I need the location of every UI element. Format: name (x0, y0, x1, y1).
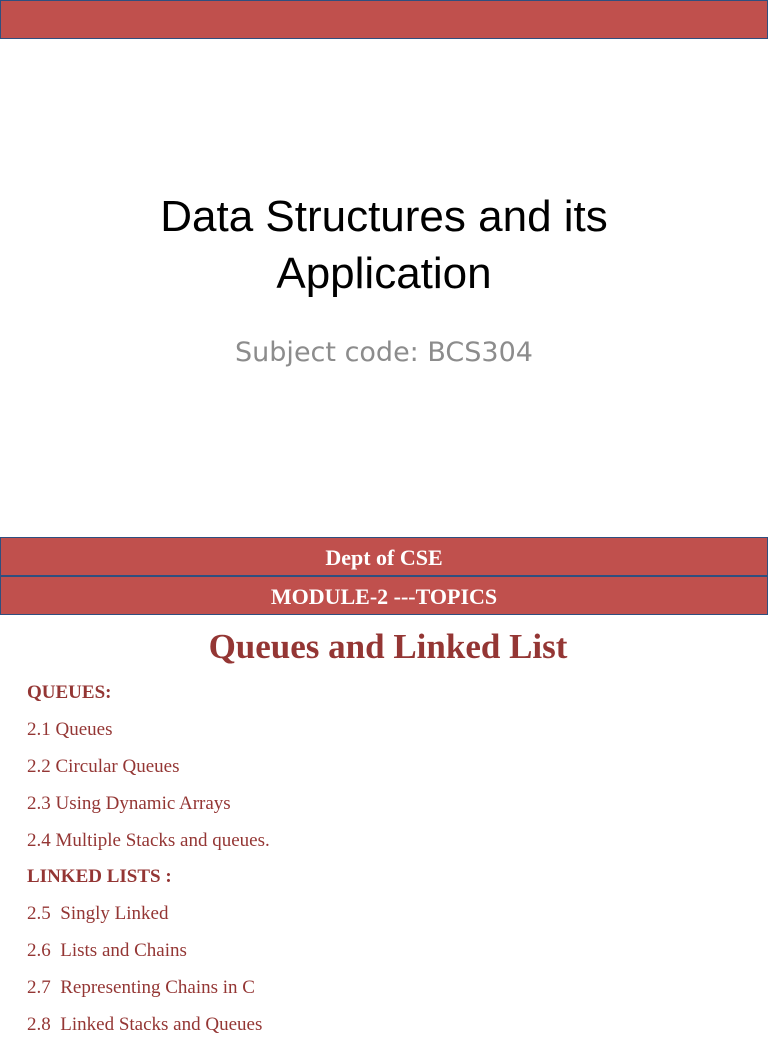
topic-item: 2.3 Using Dynamic Arrays (27, 792, 231, 814)
topic-item: 2.8 Linked Stacks and Queues (27, 1014, 263, 1036)
title-line-2: Application (276, 249, 492, 298)
topic-item: 2.7 Representing Chains in C (27, 977, 255, 999)
topic-section-heading: QUEUES: (27, 682, 112, 703)
top-banner (0, 0, 768, 39)
module-banner: MODULE-2 ---TOPICS (0, 576, 768, 615)
topic-item: 2.2 Circular Queues (27, 755, 180, 777)
subject-code: Subject code: BCS304 (235, 337, 533, 368)
title-line-1: Data Structures and its (160, 192, 608, 241)
dept-banner: Dept of CSE (0, 537, 768, 576)
topic-section-heading: LINKED LISTS : (27, 866, 172, 888)
document-title (0, 188, 768, 302)
topic-item: 2.6 Lists and Chains (27, 940, 187, 962)
topic-item: 2.4 Multiple Stacks and queues. (27, 829, 270, 851)
topic-list (27, 675, 270, 1044)
topics-heading: Queues and Linked List (208, 627, 568, 666)
topic-item: 2.1 Queues (27, 718, 113, 740)
topic-item: 2.5 Singly Linked (27, 903, 169, 925)
